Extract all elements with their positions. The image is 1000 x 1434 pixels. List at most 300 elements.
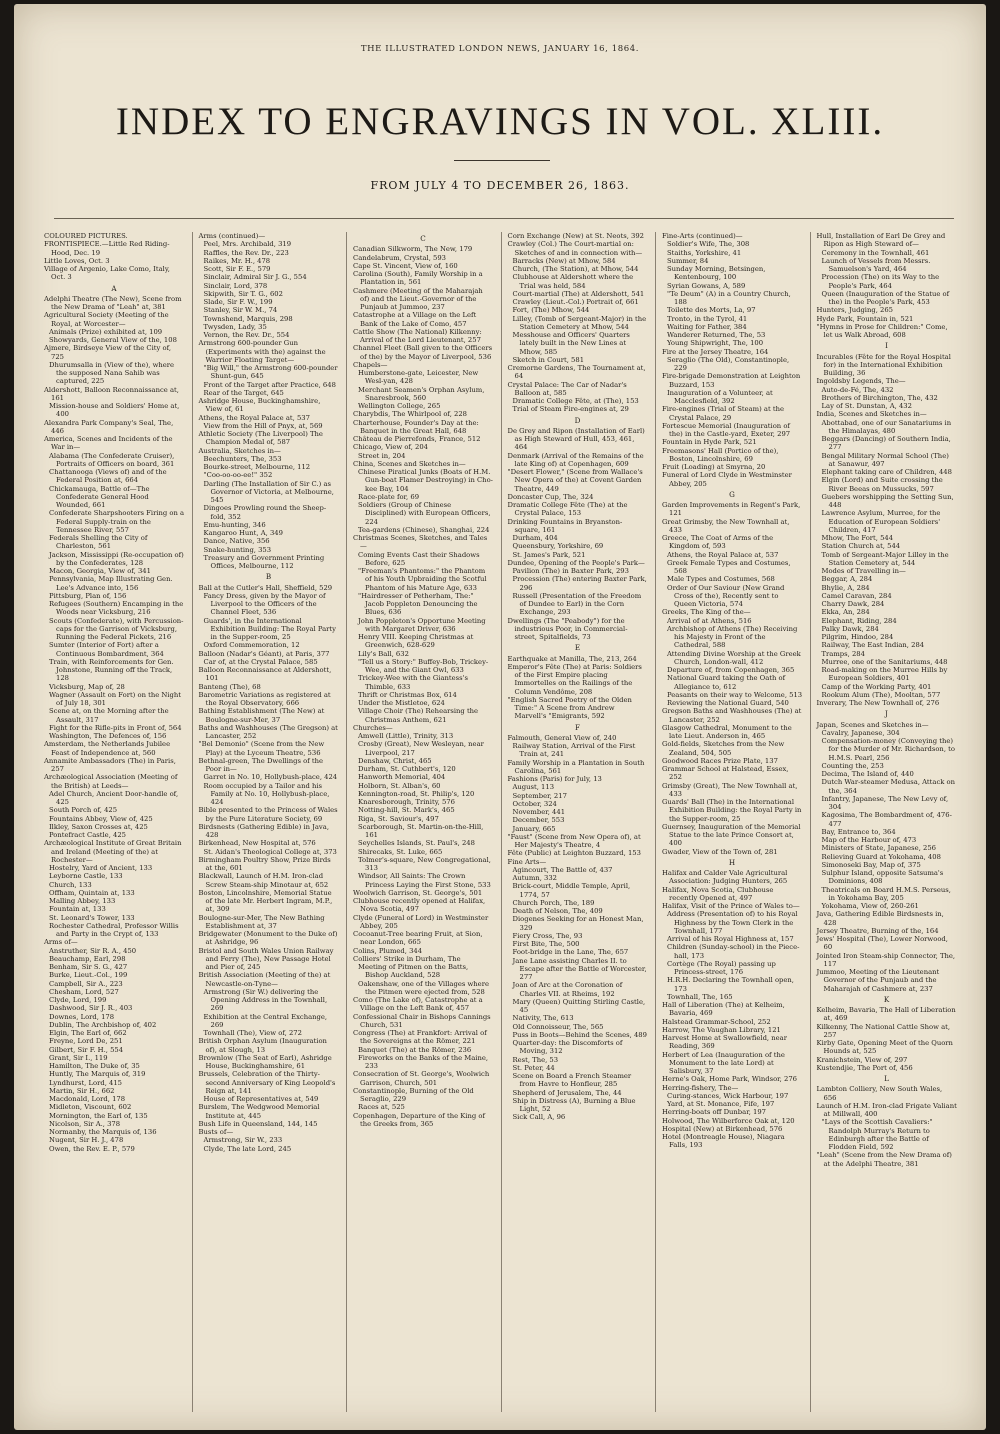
index-entry: Rest, The, 53 xyxy=(512,1055,559,1064)
index-entry: India, Scenes and Sketches in— xyxy=(816,410,927,419)
index-entry: Blackwall, Launch of H.M. Iron-clad Screw Steam-ship Minotaur at, 652 xyxy=(198,872,329,889)
index-entry: Boulogne-sur-Mer, The New Bathing Establishment at, 37 xyxy=(198,913,325,930)
index-entry: Jackson, Mississippi (Re-occupation of) by the Confederates, 128 xyxy=(49,550,184,567)
index-entry: Freyne, Lord De, 251 xyxy=(49,1037,123,1046)
index-entry: Car of, at the Crystal Palace, 585 xyxy=(203,657,318,666)
index-entry: Railway Station, Arrival of the First Train at, 241 xyxy=(512,742,636,759)
index-entry: Brownlow (The Seat of Earl), Ashridge House, Buckinghamshire, 61 xyxy=(198,1053,332,1070)
index-entry: Garden Improvements in Regent's Park, 121 xyxy=(662,501,801,518)
index-entry: America, Scenes and Incidents of the War in— xyxy=(44,435,173,452)
index-entry: Crystal Palace: The Car of Nadar's Balloon at, 585 xyxy=(507,380,627,397)
index-entry: Charybdis, The Whirlpool of, 228 xyxy=(353,410,467,419)
index-entry: View from the Hill of Pnyx, at, 569 xyxy=(203,421,323,430)
index-entry: Banteng (The), 68 xyxy=(198,682,261,691)
index-entry: Syrian Gowans, A, 589 xyxy=(667,281,746,290)
index-entry: Bourke-street, Melbourne, 112 xyxy=(203,463,311,471)
index-entry: Fountains Abbey, View of, 425 xyxy=(49,814,153,823)
index-entry: Children (Sunday-school) in the Piece-hall, 173 xyxy=(667,943,800,960)
newspaper-page xyxy=(14,4,986,1430)
index-entry: Exhibition at the Central Exchange, 269 xyxy=(203,1012,328,1029)
index-entry: Townshend, Marquis, 298 xyxy=(203,314,293,323)
index-letter-heading: J xyxy=(885,709,889,719)
index-entry: Herring-fishery, The— xyxy=(662,1083,739,1092)
index-entry: Ingoldsby Legends, The— xyxy=(816,377,906,386)
index-column-3 xyxy=(346,232,501,1412)
index-entry: Tolmer's-square, New Congregational, 313 xyxy=(358,855,491,872)
index-entry: Birmingham Poultry Show, Prize Birds at the, 601 xyxy=(198,855,331,872)
index-entry: Theatricals on Board H.M.S. Perseus, in Yokohama Bay, 205 xyxy=(821,885,951,902)
index-entry: Cavalry, Japanese, 304 xyxy=(821,728,900,737)
index-column-4 xyxy=(501,232,656,1412)
index-entry: Grant, Sir I., 119 xyxy=(49,1053,108,1062)
index-entry: Glasgow Cathedral, Monument to the late Lieut. Anderson in, 465 xyxy=(662,723,792,740)
index-entry: Fountain in Hyde Park, 521 xyxy=(662,438,757,447)
index-entry: Fancy Dress, given by the Mayor of Liverpool to the Officers of the Channel Fleet, 536 xyxy=(203,591,326,617)
index-entry: Scene at, on the Morning after the Assault, 317 xyxy=(49,707,169,724)
index-entry: Vernon, the Rev. Dr., 554 xyxy=(203,331,290,339)
index-entry: "English Sacred Poetry of the Olden Time:" A Scene from Andrew Marvell's "Emigrants, 592 xyxy=(507,695,632,721)
index-entry: Grammar School at Halstead, Essex, 252 xyxy=(662,765,789,782)
index-entry: Court-martial (The) at Aldershott, 541 xyxy=(512,289,645,298)
index-entry: Pavilion (The) in Baxter Park, 293 xyxy=(512,567,629,575)
index-entry: Fire-brigade Demonstration at Leighton Buzzard, 153 xyxy=(662,372,801,389)
index-entry: Durham, St. Cuthbert's, 120 xyxy=(358,765,456,773)
index-entry: Kangaroo Hunt, A, 349 xyxy=(203,529,283,537)
index-entry: Dwellings (The "Peabody") for the industrious Poor, in Commercial-street, Spitalfields, 73 xyxy=(507,616,628,641)
index-letter-heading: D xyxy=(574,415,581,425)
index-entry: Java, Gathering Edible Birdsnests in, 428 xyxy=(816,910,944,927)
index-entry: Clubhouse at Aldershott where the Trial was held, 584 xyxy=(512,273,634,290)
index-entry: Lyndhurst, Lord, 415 xyxy=(49,1078,123,1087)
index-entry: Amwell (Little), Trinity, 313 xyxy=(358,732,454,740)
index-entry: Joan of Arc at the Coronation of Charles VII. at Rheims, 192 xyxy=(512,981,623,998)
index-entry: Windsor, All Saints: The Crown Princess Laying the First Stone, 533 xyxy=(358,872,491,889)
index-entry: Townhall (The), View of, 272 xyxy=(203,1029,302,1037)
index-entry: Anstruther, Sir R. A., 450 xyxy=(49,946,137,955)
index-entry: Chesham, Lord, 527 xyxy=(49,987,119,996)
index-entry: Village Choir (The) Rehearsing the Christmas Anthem, 621 xyxy=(358,707,479,724)
index-entry: Arrival of at Athens, 516 xyxy=(667,616,752,625)
index-entry: Denmark (Arrival of the Remains of the late King of) at Copenhagen, 609 xyxy=(507,451,644,468)
index-entry: Kelheim, Bavaria, The Hall of Liberation at, 469 xyxy=(816,1006,956,1023)
index-entry: Doncaster Cup, The, 324 xyxy=(507,492,594,501)
index-entry: Corn Exchange (New) at St. Neots, 392 xyxy=(507,232,645,240)
index-entry: Knaresborough, Trinity, 576 xyxy=(358,798,455,806)
index-entry: Seraglio (The Old), Constantinople, 229 xyxy=(667,355,790,372)
index-entry: Murree, one of the Sanitariums, 448 xyxy=(821,657,948,666)
index-entry: St. Leonard's Tower, 133 xyxy=(49,913,135,922)
index-entry: Humberstone-gate, Leicester, New Wesl-yan, 428 xyxy=(358,369,479,386)
index-entry: Slade, Sir F. W., 199 xyxy=(203,298,273,306)
index-entry: Beauchamp, Earl, 298 xyxy=(49,954,126,963)
index-entry: Skipwith, Sir T. G., 602 xyxy=(203,289,283,298)
index-entry: Australia, Sketches in— xyxy=(198,446,281,455)
index-entry: Railway, The East Indian, 284 xyxy=(821,641,925,650)
index-entry: Hunters, Judging, 265 xyxy=(816,306,893,315)
index-entry: John Poppleton's Opportune Meeting with Margaret Driver, 636 xyxy=(358,616,486,633)
index-entry: Cortège (The Royal) passing up Princess-street, 176 xyxy=(667,959,776,976)
index-entry: Kilkenny, The National Cattle Show at, 257 xyxy=(816,1022,951,1039)
index-entry: Elgin, The Earl of, 662 xyxy=(49,1029,127,1037)
index-entry: Coming Events Cast their Shadows Before, 625 xyxy=(358,550,480,567)
index-entry: Congress (The) at Frankfort: Arrival of the Sovereigns at the Römer, 221 xyxy=(353,1029,487,1046)
index-entry: Jointed Iron Steam-ship Connector, The, 117 xyxy=(816,951,956,968)
index-entry: Nugent, Sir H. J., 478 xyxy=(49,1136,124,1145)
index-entry: Foot-bridge in the Lane, The, 657 xyxy=(512,948,629,957)
index-entry: "Lays of the Scottish Cavaliers:" Randolph Murray's Return to Edinburgh after the Battle of Flodden Field, 592 xyxy=(821,1118,933,1151)
index-entry: Macon, Georgia, View of, 341 xyxy=(49,567,151,575)
index-entry: Raikes, Mr. H., 478 xyxy=(203,256,271,265)
index-entry: "Hymns in Prose for Children:" Come, let us Walk Abroad, 608 xyxy=(816,322,948,339)
index-entry: "Leah" (Scene from the New Drama of) at the Adelphi Theatre, 381 xyxy=(816,1151,952,1168)
index-entry: Hamilton, The Duke of, 35 xyxy=(49,1062,140,1070)
index-entry: Copenhagen, Departure of the King of the Greeks from, 365 xyxy=(353,1111,486,1128)
index-entry: Kagosima, The Bombardment of, 476-477 xyxy=(821,811,952,828)
index-entry: Scouts (Confederate), with Percussion-caps for the Garrison of Vicksburg, Running the Federal Pickets, 216 xyxy=(49,616,184,641)
index-entry: Dingoes Prowling round the Sheep-fold, 352 xyxy=(203,504,327,521)
index-entry: Athletic Society (The Liverpool) The Champion Medal of, 587 xyxy=(198,430,323,447)
index-column-2 xyxy=(192,232,347,1412)
index-entry: Fort, (The) Mhow, 544 xyxy=(512,306,590,315)
index-entry: Brothers of Birchington, The, 432 xyxy=(821,393,938,402)
index-entry: "Coo-oo-oo-ee!" 352 xyxy=(203,471,273,480)
index-entry: Fashions (Paris) for July, 13 xyxy=(507,775,602,783)
index-entry: Catastrophe at a Village on the Left Bank of the Lake of Como, 457 xyxy=(353,311,477,328)
index-entry: Mhow, The Fort, 544 xyxy=(821,534,894,542)
index-entry: Grimsby (Great), The New Townhall at, 433 xyxy=(662,781,798,798)
index-entry: Departure of, from Copenhagen, 365 xyxy=(667,666,795,674)
index-entry: Townhall, The, 165 xyxy=(667,992,733,1001)
index-entry: Mornington, the Earl of, 135 xyxy=(49,1111,148,1120)
index-entry: Front of the Target after Practice, 648 xyxy=(203,380,336,389)
index-entry: Greek Female Types and Costumes, 568 xyxy=(667,558,791,575)
index-entry: September, 217 xyxy=(512,791,567,800)
index-entry: Charry Dawk, 284 xyxy=(821,600,885,608)
index-entry: Sinclair, Lord, 378 xyxy=(203,281,268,290)
index-entry: Soldiers (Group of Chinese Disciplined) with European Officers, 224 xyxy=(358,501,491,526)
index-entry: Agricultural Society (Meeting of the Royal, at Worcester— xyxy=(44,311,169,328)
index-entry: Lawrence Asylum, Murree, for the Education of European Soldiers' Children, 417 xyxy=(821,509,941,534)
index-entry: Auto-de-Fé, The, 432 xyxy=(821,385,894,394)
index-entry: Trickey-Wee with the Giantess's Thimble, 633 xyxy=(358,674,468,691)
index-entry: Canadian Silkworm, The New, 179 xyxy=(353,245,473,254)
index-entry: Chinese Piratical Junks (Boats of H.M. Gun-boat Flamer Destroying) in Cho-kee Bay, 104 xyxy=(358,468,493,493)
index-entry: Campbell, Sir A., 223 xyxy=(49,979,123,988)
index-entry: Compensation-money (Conveying the) for the Murder of Mr. Richardson, to H.M.S. Pearl, 256 xyxy=(821,737,955,762)
index-entry: Great Grimsby, the New Townhall at, 433 xyxy=(662,517,790,534)
index-entry: Downes, Lord, 178 xyxy=(49,1012,115,1021)
index-entry: November, 441 xyxy=(512,808,566,816)
index-entry: Drinking Fountains in Bryanston-square, 161 xyxy=(507,517,623,534)
index-entry: Animals (Prize) exhibited at, 109 xyxy=(49,327,163,336)
index-entry: Hotel (Montreagle House), Niagara Falls, 193 xyxy=(662,1133,785,1150)
index-entry: August, 113 xyxy=(512,783,555,792)
index-entry: Dance, Native, 356 xyxy=(203,537,270,546)
index-entry: Launch of H.M. Iron-clad Frigate Valiant at Millwall, 400 xyxy=(816,1101,957,1118)
index-entry: Reviewing the National Guard, 540 xyxy=(667,699,789,707)
index-entry: Tea-gardens (Chinese), Shanghai, 224 xyxy=(358,525,490,534)
index-entry: Dhurumsalla in (View of the), where the supposed Nana Sahib was captured, 225 xyxy=(49,360,175,386)
index-entry: Gwader, View of the Town of, 281 xyxy=(662,847,778,856)
index-entry: Freemasons' Hall (Portico of the), Boston, Lincolnshire, 69 xyxy=(662,446,779,463)
index-entry: Ashridge House, Buckinghamshire, View of, 61 xyxy=(198,397,321,414)
index-entry: Relieving Guard at Yokohama, 408 xyxy=(821,852,941,861)
index-entry: FRONTISPIECE.—Little Red Riding-Hood, Dec. 19 xyxy=(44,240,170,257)
index-entry: Clubhouse recently opened at Halifax, Nova Scotia, 497 xyxy=(353,897,486,914)
index-entry: Wagner (Assault on Fort) on the Night of July 18, 301 xyxy=(49,690,182,707)
index-entry: Incurables (Fête for the Royal Hospital for) in the International Exhibition Building, 36 xyxy=(816,352,951,377)
index-entry: January, 665 xyxy=(512,824,556,833)
index-entry: Procession (The) on its Way to the People's Park, 464 xyxy=(821,273,940,290)
index-entry: "Te Deum" (A) in a Country Church, 188 xyxy=(667,289,791,306)
index-entry: Fortescue Memorial (Inauguration of the) in the Castle-yard, Exeter, 297 xyxy=(662,421,791,438)
index-entry: Elephant taking care of Children, 448 xyxy=(821,468,952,476)
index-entry: St. Peter, 44 xyxy=(512,1063,555,1072)
index-entry: "Freeman's Phantoms:" the Phantom of his Youth Upbraiding the Scotful Phantom of his Mature Age, 633 xyxy=(358,567,487,592)
index-entry: Huntly, The Marquis of, 319 xyxy=(49,1070,146,1079)
index-entry: Peel, Mrs. Archibald, 319 xyxy=(203,240,292,249)
index-entry: Halifax and Calder Vale Agricultural Association: Judging Hunters, 265 xyxy=(662,869,788,886)
index-letter-heading: K xyxy=(883,994,890,1004)
index-entry: Shepherd of Jerusalem, The, 44 xyxy=(512,1088,622,1097)
index-entry: Seychelles Islands, St. Paul's, 248 xyxy=(358,839,475,848)
index-entry: Thrift or Christmas Box, 614 xyxy=(358,690,457,699)
index-entry: Clyde, Lord, 199 xyxy=(49,996,107,1004)
index-entry: First Bite, The, 500 xyxy=(512,940,580,948)
index-entry: Peasants on their way to Welcome, 513 xyxy=(667,690,803,699)
index-entry: Bay, Entrance to, 364 xyxy=(821,827,896,836)
index-entry: Garret in No. 10, Hollybush-place, 424 xyxy=(203,773,338,782)
index-entry: Guebers worshipping the Setting Sun, 448 xyxy=(821,492,954,509)
index-entry: Nicolson, Sir A., 378 xyxy=(49,1119,121,1128)
index-entry: St. Aidan's Theological College at, 373 xyxy=(203,847,337,856)
index-entry: Little Loves, Oct. 3 xyxy=(44,256,110,265)
index-entry: Washington, The Defences of, 156 xyxy=(49,732,167,740)
index-entry: Fiery Cross, The, 93 xyxy=(512,931,583,940)
index-entry: Mary (Queen) Quitting Stirling Castle, 45 xyxy=(512,997,646,1014)
index-entry: Snake-hunting, 353 xyxy=(203,545,272,554)
index-entry: Sunday Morning, Betsingen, Kentenbourg, 100 xyxy=(667,265,766,282)
index-entry: Vicksburg, Map of, 28 xyxy=(49,682,125,691)
index-entry: Burslem, The Wedgwood Memorial Institute at, 445 xyxy=(198,1103,320,1120)
index-entry: Rochester Cathedral, Professor Willis and Party in the Crypt of, 133 xyxy=(49,921,179,938)
index-entry: Constantinople, Burning of the Old Seraglio, 229 xyxy=(353,1086,474,1103)
index-letter-heading: C xyxy=(420,234,427,243)
index-entry: Gold-fields, Sketches from the New Zealand, 504, 505 xyxy=(662,740,785,757)
index-entry: Kirby Gate, Opening Meet of the Quorn Hounds at, 525 xyxy=(816,1039,953,1056)
index-entry: December, 553 xyxy=(512,816,565,825)
index-entry: Aldershott, Balloon Reconnaissance at, 161 xyxy=(44,385,179,402)
index-entry: Riga, St. Saviour's, 497 xyxy=(358,814,439,823)
index-entry: Hull, Installation of Earl De Grey and Ripon as High Steward of— xyxy=(816,232,946,249)
index-entry: Beggars (Dancing) of Southern India, 277 xyxy=(821,435,951,452)
index-entry: Herring-boats off Dunbar, 197 xyxy=(662,1108,767,1117)
index-entry: Summer, 84 xyxy=(667,256,709,265)
index-entry: Russell (Presentation of the Freedom of Dundee to Earl) in the Corn Exchange, 293 xyxy=(512,591,642,617)
index-entry: Arms (continued)— xyxy=(198,232,266,240)
index-entry: Waiting for Father, 384 xyxy=(667,322,747,331)
index-entry: Guards' Ball (The) in the International Exhibition Building: the Royal Party in the Supper-room, 25 xyxy=(662,798,802,823)
index-entry: Herne's Oak, Home Park, Windsor, 276 xyxy=(662,1075,797,1084)
index-entry: Bhylie, A, 284 xyxy=(821,583,870,592)
index-entry: Young Shipwright, The, 100 xyxy=(667,339,764,348)
index-entry: Hall of Liberation (The) at Kelheim, Bavaria, 469 xyxy=(662,1001,785,1018)
index-entry: St. James's Park, 521 xyxy=(512,550,586,559)
index-entry: Brick-court, Middle Temple, April, 1774, 57 xyxy=(512,882,631,899)
index-entry: Hostelry, Yard of Ancient, 133 xyxy=(49,864,153,872)
index-entry: "Hairdresser of Petherham, The:" Jacob Poppleton Denouncing the Blues, 636 xyxy=(358,591,478,617)
index-entry: Falmouth, General View of, 240 xyxy=(507,733,617,742)
index-entry: Palky Dawk, 284 xyxy=(821,624,879,633)
index-entry: Cashmere (Meeting of the Maharajah of) and the Lieut.-Governor of the Punjaub at Jummoo, 237 xyxy=(353,286,483,311)
index-entry: Kranichstein, View of, 297 xyxy=(816,1055,908,1064)
index-entry: Annamite Ambassadors (The) in Paris, 257 xyxy=(44,756,176,773)
index-entry: Bengal Military Normal School (The) at Sanawur, 497 xyxy=(821,451,949,468)
index-entry: House of Representatives at, 549 xyxy=(203,1095,319,1103)
index-entry: Camel Caravan, 284 xyxy=(821,591,892,600)
index-entry: Merchant Seamen's Orphan Asylum, Snaresbrook, 560 xyxy=(358,385,485,402)
date-range-subtitle: FROM JULY 4 TO DECEMBER 26, 1863. xyxy=(370,179,630,192)
index-entry: Sumter (Interior of Fort) after a Continuous Bombardment, 364 xyxy=(49,641,164,658)
index-entry: Ship in Distress (A), Burning a Blue Light, 52 xyxy=(512,1096,636,1113)
index-entry: Amsterdam, the Netherlands Jubilee Feast of Independence at, 560 xyxy=(44,740,171,757)
index-entry: Cremorne Gardens, The Tournament at, 64 xyxy=(507,364,646,381)
running-head: THE ILLUSTRATED LONDON NEWS, JANUARY 16, 1864. xyxy=(360,44,640,54)
index-entry: Dublin, The Archbishop of, 402 xyxy=(49,1020,157,1029)
index-entry: Family Worship in a Plantation in South Carolina, 561 xyxy=(507,758,645,775)
index-entry: Bristol and South Wales Union Railway and Ferry (The), New Passage Hotel and Pier of, 245 xyxy=(198,946,334,971)
index-entry: Fine-Arts (continued)— xyxy=(662,232,743,240)
index-entry: Offham, Quintain at, 133 xyxy=(49,888,135,897)
index-entry: Ministers of State, Japanese, 256 xyxy=(821,844,936,853)
index-entry: Sulphur Island, opposite Satsuma's Dominions, 408 xyxy=(821,869,944,886)
index-entry: Dashwood, Sir J. R., 403 xyxy=(49,1004,133,1013)
index-entry: Sinclair, Admiral Sir J. G., 554 xyxy=(203,273,307,282)
index-entry: Staiths, Yorkshire, 41 xyxy=(667,248,742,257)
index-entry: Agincourt, The Battle of, 437 xyxy=(512,865,613,874)
index-entry: Hospital (New) at Birkenhead, 576 xyxy=(662,1124,783,1133)
index-entry: Martin, Sir H., 662 xyxy=(49,1086,115,1095)
index-entry: Scarborough, St. Martin-on-the-Hill, 161 xyxy=(358,822,484,839)
index-entry: Pennsylvania, Map Illustrating Gen. Lee's Advance into, 156 xyxy=(49,575,173,592)
index-entry: Normanby, the Marquis of, 136 xyxy=(49,1128,157,1136)
index-entry: Curing-stances, Wick Harbour, 197 xyxy=(667,1091,789,1100)
index-entry: Messhouse and Officers' Quarters lately built in the New Lines at Mhow, 585 xyxy=(512,331,630,356)
index-entry: Balloon (Nadar's Géant), at Paris, 377 xyxy=(198,649,330,658)
index-entry: Crawley (Col.) The Court-martial on: Sketches of and in connection with— xyxy=(507,240,643,257)
index-entry: Races at, 525 xyxy=(358,1103,405,1112)
index-entry: Fire-engines (Trial of Steam) at the Crystal Palace, 29 xyxy=(662,405,784,422)
index-entry: Lily's Ball, 632 xyxy=(358,649,409,658)
index-entry: Archbishop of Athens (The) Receiving his Majesty in Front of the Cathedral, 588 xyxy=(667,624,798,650)
index-entry: Dramatic College Fête (The) at the Crystal Palace, 153 xyxy=(507,501,628,518)
index-entry: Dutch War-steamer Medusa, Attack on the, 364 xyxy=(821,778,955,795)
index-entry: Como (The Lake of), Catastrophe at a Village on the Left Bank of, 457 xyxy=(353,996,483,1013)
index-entry: Village of Argenio, Lake Como, Italy, Oct. 3 xyxy=(44,265,170,282)
index-entry: British Association (Meeting of the) at Newcastle-on-Tyne— xyxy=(198,971,331,988)
index-entry: Bethnal-green, The Dwellings of the Poor in— xyxy=(198,756,324,773)
index-entry: Lambton Colliery, New South Wales, 656 xyxy=(816,1085,943,1102)
index-entry: Benham, Sir S. G., 427 xyxy=(49,963,128,971)
index-entry: Holborn, St. Alban's, 60 xyxy=(358,781,441,790)
index-entry: Diogenes Seeking for an Honest Man, 329 xyxy=(512,915,644,932)
index-entry: Elephant, Riding, 284 xyxy=(821,616,897,625)
index-entry: Henry VIII. Keeping Christmas at Greenwich, 628-629 xyxy=(358,633,474,650)
index-letter-heading: E xyxy=(574,643,581,653)
index-letter-heading: A xyxy=(111,283,118,293)
index-entry: Goodwood Races Prize Plate, 137 xyxy=(662,756,778,765)
index-entry: Athens, the Royal Palace at, 537 xyxy=(667,550,779,559)
index-entry: Guards', in the International Exhibition Building: The Royal Party in the Supper-room, 25 xyxy=(203,616,337,641)
index-entry: Colliers' Strike in Durham, The xyxy=(353,954,461,963)
index-entry: Stanley, Sir W. M., 74 xyxy=(203,306,278,315)
index-entry: Clyde, The late Lord, 245 xyxy=(203,1144,292,1153)
index-entry: Fireworks on the Banks of the Maine, 233 xyxy=(358,1053,489,1070)
index-entry: Wanderer Returned, The, 53 xyxy=(667,331,766,339)
index-entry: Yokohama, View of, 260-261 xyxy=(821,902,919,910)
index-entry: Carolina (South), Family Worship in a Plantation in, 561 xyxy=(353,270,483,287)
index-entry: Pilgrim, Hindoo, 284 xyxy=(821,633,894,641)
index-entry: Dundee, Opening of the People's Park— xyxy=(507,558,645,567)
index-entry: Chapels— xyxy=(353,360,388,369)
index-entry: Autumn, 332 xyxy=(512,874,558,882)
index-entry: Twysden, Lady, 35 xyxy=(203,322,267,331)
index-entry: "Faust" (Scene from New Opera of), at Her Majesty's Theatre, 4 xyxy=(507,832,641,849)
index-column-5 xyxy=(655,232,810,1412)
index-entry: Beggar, A, 284 xyxy=(821,575,873,584)
index-entry: Jews' Hospital (The), Lower Norwood, 60 xyxy=(816,935,948,952)
index-letter-heading: L xyxy=(884,1074,890,1083)
index-entry: Lay of St. Dunstan, A, 432 xyxy=(821,402,912,410)
index-entry: Woolwich Garrison, St. George's, 501 xyxy=(353,888,483,897)
index-entry: Fine Arts— xyxy=(507,857,547,866)
index-entry: Clyde (Funeral of Lord) in Westminster Abbey, 205 xyxy=(353,913,489,930)
index-entry: Under the Mistletoe, 624 xyxy=(358,699,445,707)
index-entry: De Grey and Ripon (Installation of Earl) as High Steward of Hull, 453, 461, 464 xyxy=(507,426,645,452)
index-entry: Beechunters, The, 353 xyxy=(203,454,282,463)
index-entry: Raffles, the Rev. Dr., 223 xyxy=(203,248,289,257)
index-entry: Confessional Chair in Bishops Cannings Church, 531 xyxy=(353,1012,491,1029)
index-entry: Confederate Sharpshooters Firing on a Federal Supply-train on the Tennessee River, 557 xyxy=(49,509,185,534)
index-entry: Sick Call, A, 96 xyxy=(512,1113,566,1122)
index-entry: Fruit (Loading) at Smyrna, 20 xyxy=(662,463,766,471)
index-entry: Leyborne Castle, 133 xyxy=(49,872,123,881)
index-entry: Churches— xyxy=(353,723,393,732)
index-entry: Consecration of St. George's, Woolwich Garrison, Church, 501 xyxy=(353,1070,490,1087)
index-entry: Emu-hunting, 346 xyxy=(203,520,266,529)
index-entry: China, Scenes and Sketches in— xyxy=(353,459,466,468)
index-entry: Quarter-day: the Discomforts of Moving, 312 xyxy=(512,1039,623,1056)
index-entry: Trial of Steam Fire-engines at, 29 xyxy=(512,405,629,414)
index-entry: Hanworth Memorial, 404 xyxy=(358,773,446,782)
index-entry: Banquet (The) at the Römer, 236 xyxy=(358,1045,472,1054)
index-entry: Guernsey, Inauguration of the Memorial Statue to the late Prince Consort at, 400 xyxy=(662,822,801,848)
index-entry: Fight for the Rifle-pits in Front of, 564 xyxy=(49,723,182,732)
index-entry: Jersey Theatre, Burning of the, 164 xyxy=(816,926,939,935)
header-divider xyxy=(54,218,954,219)
index-letter-heading: G xyxy=(729,489,736,499)
index-entry: Modes of Travelling in— xyxy=(821,567,906,575)
index-entry: Notting-hill, St. Mark's, 465 xyxy=(358,806,455,815)
index-entry: Elgin (Lord) and Suite crossing the River Beeas on Mussucks, 597 xyxy=(821,476,943,493)
index-entry: Crosby (Great), New Wesleyan, near Liverpool, 217 xyxy=(358,740,484,757)
index-entry: Chattanooga (Views of) and of the Federal Position at, 664 xyxy=(49,468,167,485)
index-entry: Ilkley, Saxon Crosses at, 425 xyxy=(49,822,148,831)
index-entry: Ceremony in the Townhall, 461 xyxy=(821,248,930,257)
index-entry: Attending Divine Worship at the Greek Church, London-wall, 412 xyxy=(667,649,801,666)
index-entry: Yard, at St. Monance, Fife, 197 xyxy=(667,1100,775,1108)
index-entry: Fountain at, 133 xyxy=(49,905,106,914)
